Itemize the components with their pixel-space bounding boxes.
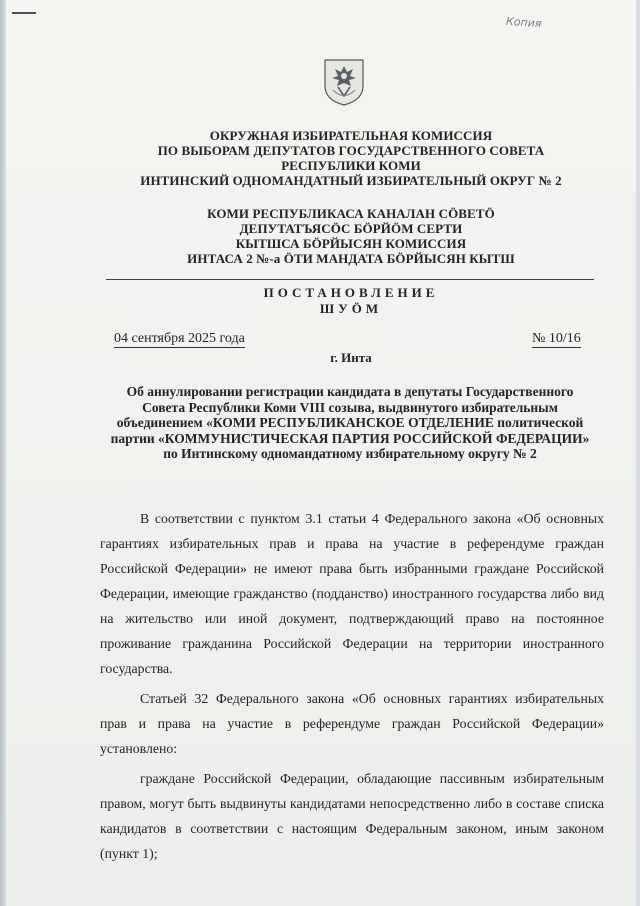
document-subject: Об аннулировании регистрации кандидата в депутаты Государственного Совета Республики Коми VIII созыва, выдвинутого избирательным объединением «КОМИ РЕСПУБЛИКАНСКОЕ ОТДЕЛЕНИЕ политической партии «КОММУНИСТИЧЕСКАЯ ПАРТИЯ РОССИЙСКОЙ ФЕДЕРАЦИИ» по Интинскому одномандатному избирательному округу № 2: [110, 384, 590, 462]
document-date: [114, 331, 245, 347]
corner-mark: [12, 12, 36, 14]
commission-header-komi: [76, 206, 626, 266]
handwritten-note: Копия: [505, 14, 542, 31]
document-body: [100, 506, 604, 866]
header-komi-line: ИНТАСА 2 №-а ÖТИ МАНДАТА БÖРЙЫСЯН КЫТШ: [187, 251, 515, 266]
header-ru-line: ИНТИНСКИЙ ОДНОМАНДАТНЫЙ ИЗБИРАТЕЛЬНЫЙ ОКРУГ № 2: [140, 173, 562, 188]
header-divider: [106, 279, 594, 280]
document-type-russian: ПОСТАНОВЛЕНИЕ: [263, 285, 439, 300]
document-date-text: 04 сентября 2025 года: [114, 331, 245, 346]
header-komi-line: ДЕПУТАТЪЯСÖС БÖРЙÖМ СЕРТИ: [239, 221, 463, 236]
document-number-text: № 10/16: [532, 331, 581, 346]
document-type-komi: ШУÖМ: [319, 301, 383, 316]
header-ru-line: РЕСПУБЛИКИ КОМИ: [281, 158, 421, 173]
body-paragraph: граждане Российской Федерации, обладающие пассивным избирательным правом, могут быть выдвинуты кандидатами непосредственно либо в составе списка кандидатов в соответствии с настоящим Федеральным законом, иным законом (пункт 1);: [100, 771, 604, 861]
header-ru-line: ОКРУЖНАЯ ИЗБИРАТЕЛЬНАЯ КОМИССИЯ: [209, 128, 493, 143]
header-komi-line: КОМИ РЕСПУБЛИКАСА КАНАЛАН СÖВЕТÖ: [207, 206, 495, 221]
body-paragraph: В соответствии с пунктом 3.1 статьи 4 Федерального закона «Об основных гарантиях избирательных прав и права на участие в референдуме граждан Российской Федерации» не имеют права быть избранными граждане Российской Федерации, имеющие гражданство (подданство) иностранного государства либо вид на жительство или иной документ, подтверждающий право на постоянное проживание гражданина Российской Федерации на территории иностранного государства.: [100, 511, 604, 676]
header-ru-line: ПО ВЫБОРАМ ДЕПУТАТОВ ГОСУДАРСТВЕННОГО СОВЕТА: [157, 143, 545, 158]
komi-coat-of-arms-icon: [321, 56, 367, 106]
document-page: [6, 0, 636, 906]
body-paragraph: Статьей 32 Федерального закона «Об основных гарантиях избирательных прав и права на участие в референдуме граждан Российской Федерации» установлено:: [100, 691, 604, 756]
commission-header-russian: [76, 128, 626, 188]
document-number: [532, 331, 581, 347]
header-komi-line: КЫТШСА БÖРЙЫСЯН КОМИССИЯ: [235, 236, 467, 251]
document-city: г. Инта: [330, 350, 372, 365]
